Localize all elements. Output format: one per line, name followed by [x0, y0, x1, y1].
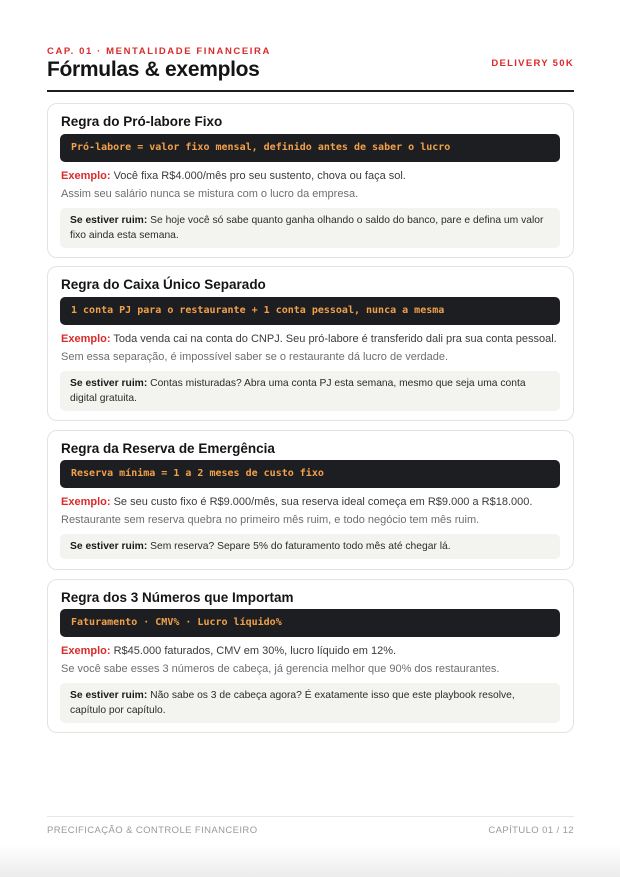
- note-line: Restaurante sem reserva quebra no primeiro mês ruim, e todo negócio tem mês ruim.: [61, 514, 480, 526]
- tip-box: [60, 371, 560, 411]
- example-text: Você fixa R$4.000/mês pro seu sustento, chova ou faça sol.: [110, 170, 406, 182]
- formula-box: Pró-labore = valor fixo mensal, definido antes de saber o lucro: [60, 134, 560, 162]
- tip-text: Sem reserva? Separe 5% do faturamento todo mês até chegar lá.: [147, 541, 451, 552]
- example-line: [61, 333, 557, 345]
- tip-label: Se estiver ruim:: [70, 541, 148, 552]
- rule-card-caixa-unico: [47, 266, 574, 421]
- card-title: Regra do Pró-labore Fixo: [61, 114, 223, 129]
- footer-section-label: PRECIFICAÇÃO & CONTROLE FINANCEIRO: [47, 825, 258, 836]
- tip-label: Se estiver ruim:: [70, 690, 148, 701]
- example-line: [61, 496, 532, 508]
- rule-card-pro-labore: [47, 103, 574, 258]
- tip-text: Contas misturadas? Abra uma conta PJ esta semana, mesmo que seja uma conta digital gratuita.: [70, 378, 526, 404]
- tip-text: Não sabe os 3 de cabeça agora? É exatamente isso que este playbook resolve, capítulo por capítulo.: [70, 690, 515, 716]
- chapter-kicker: CAP. 01 · MENTALIDADE FINANCEIRA: [47, 46, 271, 57]
- formula-box: Reserva mínima = 1 a 2 meses de custo fixo: [60, 460, 560, 488]
- example-label: Exemplo:: [61, 333, 111, 345]
- tip-box: [60, 534, 560, 559]
- note-line: Assim seu salário nunca se mistura com o lucro da empresa.: [61, 188, 359, 200]
- tip-box: [60, 683, 560, 723]
- rule-card-3-numeros: [47, 579, 574, 733]
- example-label: Exemplo:: [61, 496, 111, 508]
- example-line: [61, 170, 406, 182]
- example-label: Exemplo:: [61, 170, 111, 182]
- footer-page-number: CAPÍTULO 01 / 12: [488, 825, 574, 836]
- example-text: R$45.000 faturados, CMV em 30%, lucro líquido em 12%.: [110, 645, 397, 657]
- tip-label: Se estiver ruim:: [70, 215, 148, 226]
- card-title: Regra dos 3 Números que Importam: [61, 590, 294, 605]
- tip-box: [60, 208, 560, 248]
- card-title: Regra do Caixa Único Separado: [61, 277, 266, 292]
- footer-divider: [47, 816, 574, 817]
- card-title: Regra da Reserva de Emergência: [61, 441, 275, 456]
- example-label: Exemplo:: [61, 645, 111, 657]
- example-line: [61, 645, 396, 657]
- note-line: Se você sabe esses 3 números de cabeça, já gerencia melhor que 90% dos restaurantes.: [61, 663, 500, 675]
- example-text: Se seu custo fixo é R$9.000/mês, sua reserva ideal começa em R$9.000 a R$18.000.: [110, 496, 533, 508]
- tip-label: Se estiver ruim:: [70, 378, 148, 389]
- rule-card-reserva: [47, 430, 574, 570]
- page-bottom-shadow: [0, 845, 620, 877]
- example-text: Toda venda cai na conta do CNPJ. Seu pró-labore é transferido dali pra sua conta pessoal.: [110, 333, 557, 345]
- page-title: Fórmulas & exemplos: [47, 58, 260, 81]
- formula-box: Faturamento · CMV% · Lucro líquido%: [60, 609, 560, 637]
- header-divider: [47, 90, 574, 92]
- tip-text: Se hoje você só sabe quanto ganha olhando o saldo do banco, pare e defina um valor fixo ainda esta semana.: [70, 215, 544, 241]
- note-line: Sem essa separação, é impossível saber se o restaurante dá lucro de verdade.: [61, 351, 449, 363]
- brand-label: DELIVERY 50K: [491, 58, 574, 69]
- formula-box: 1 conta PJ para o restaurante + 1 conta pessoal, nunca a mesma: [60, 297, 560, 325]
